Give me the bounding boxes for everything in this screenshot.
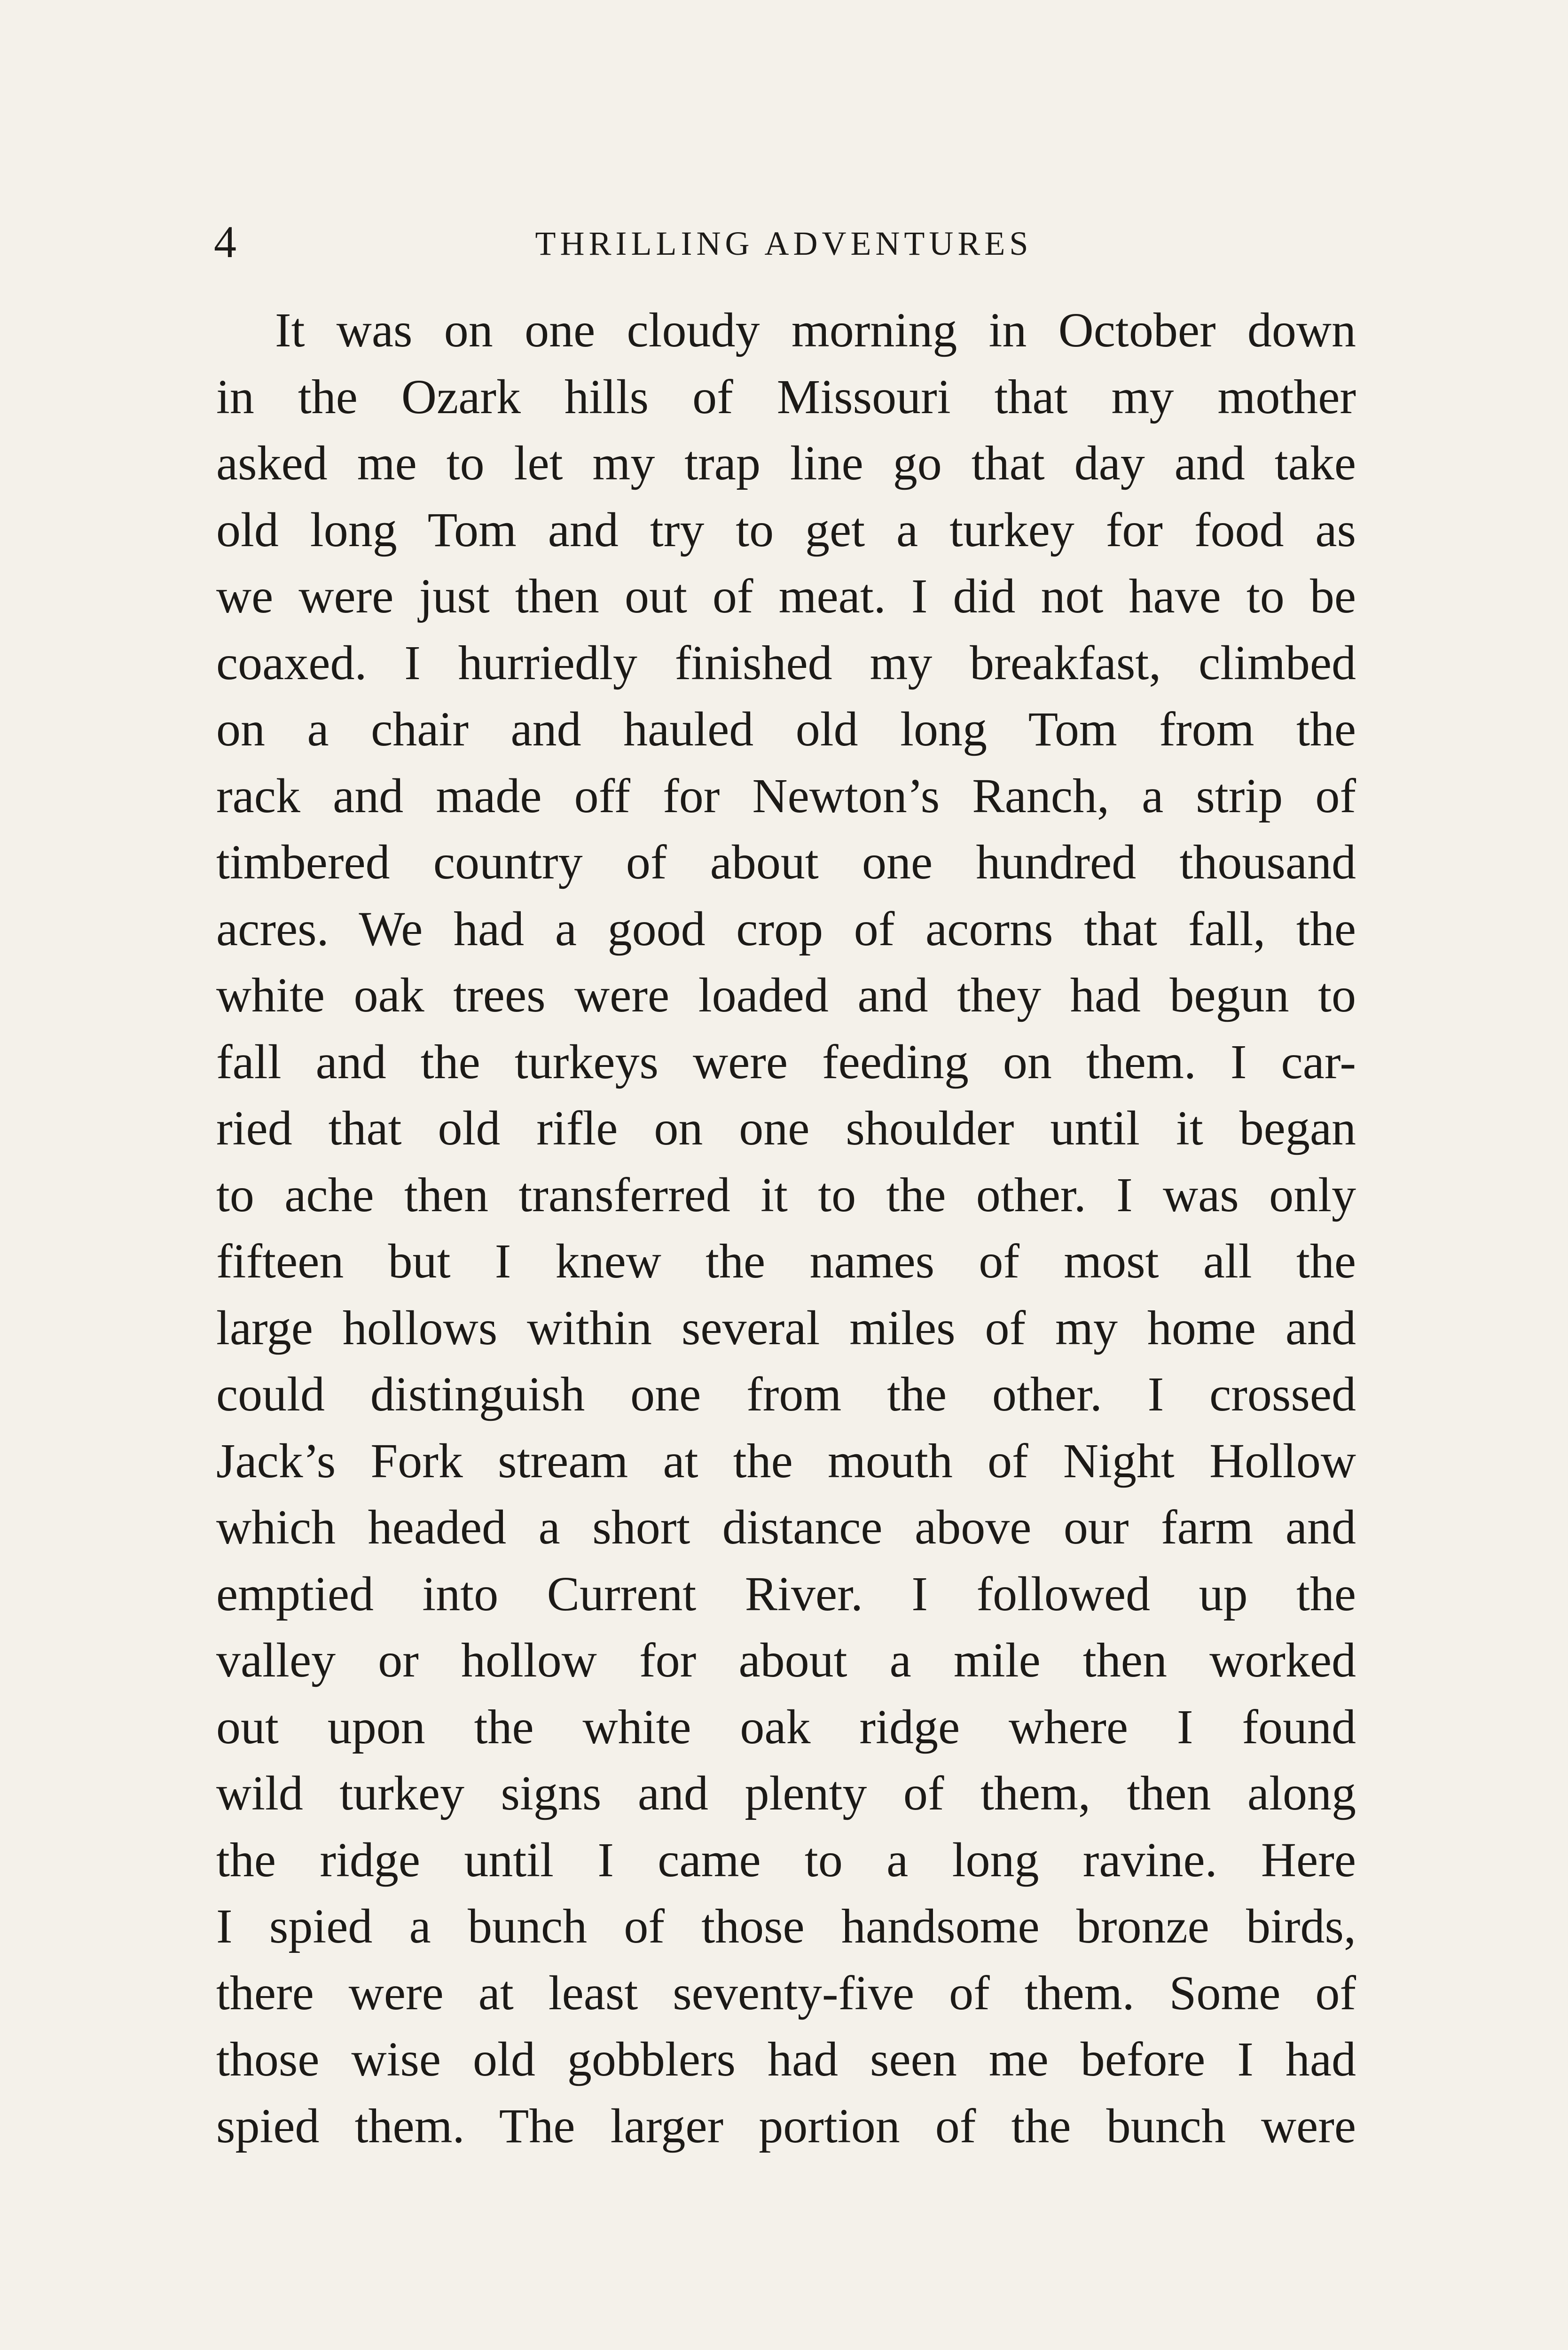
page-number: 4 <box>214 217 237 267</box>
text-line: on a chair and hauled old long Tom from the <box>216 702 1356 756</box>
text-line: asked me to let my trap line go that day and take <box>216 436 1356 490</box>
text-line: could distinguish one from the other. I crossed <box>216 1367 1356 1421</box>
text-line: rack and made off for Newton’s Ranch, a strip of <box>216 768 1356 823</box>
text-line: It was on one cloudy morning in October down <box>275 303 1356 357</box>
text-line: spied them. The larger portion of the bunch were <box>216 2099 1356 2153</box>
text-line: large hollows within several miles of my home and <box>216 1300 1356 1355</box>
text-line: there were at least seventy-five of them. Some of <box>216 1966 1356 2020</box>
text-line: fifteen but I knew the names of most all the <box>216 1234 1356 1288</box>
text-line: I spied a bunch of those handsome bronze birds, <box>216 1899 1356 1953</box>
text-line: white oak trees were loaded and they had begun to <box>216 968 1356 1022</box>
text-line: out upon the white oak ridge where I found <box>216 1700 1356 1754</box>
text-line: ried that old rifle on one shoulder until it began <box>216 1101 1356 1155</box>
text-line: we were just then out of meat. I did not have to be <box>216 569 1356 623</box>
running-head: THRILLING ADVENTURES <box>535 225 1033 262</box>
text-line: those wise old gobblers had seen me before I had <box>216 2032 1356 2086</box>
text-line: coaxed. I hurriedly finished my breakfast, climbed <box>216 635 1356 690</box>
text-line: fall and the turkeys were feeding on them. I car- <box>216 1034 1356 1089</box>
text-line: emptied into Current River. I followed up the <box>216 1567 1356 1621</box>
page-header <box>214 214 1354 270</box>
body-text <box>216 297 1356 2159</box>
text-line: old long Tom and try to get a turkey for food as <box>216 502 1356 557</box>
text-line: in the Ozark hills of Missouri that my mother <box>216 369 1356 424</box>
text-line: the ridge until I came to a long ravine. Here <box>216 1833 1356 1887</box>
text-line: timbered country of about one hundred thousand <box>216 835 1356 889</box>
text-line: wild turkey signs and plenty of them, then along <box>216 1766 1356 1820</box>
text-line: Jack’s Fork stream at the mouth of Night Hollow <box>216 1434 1356 1488</box>
text-line: which headed a short distance above our farm and <box>216 1500 1356 1554</box>
text-line: valley or hollow for about a mile then worked <box>216 1633 1356 1687</box>
text-line: acres. We had a good crop of acorns that fall, the <box>216 901 1356 956</box>
text-line: to ache then transferred it to the other. I was only <box>216 1167 1356 1222</box>
